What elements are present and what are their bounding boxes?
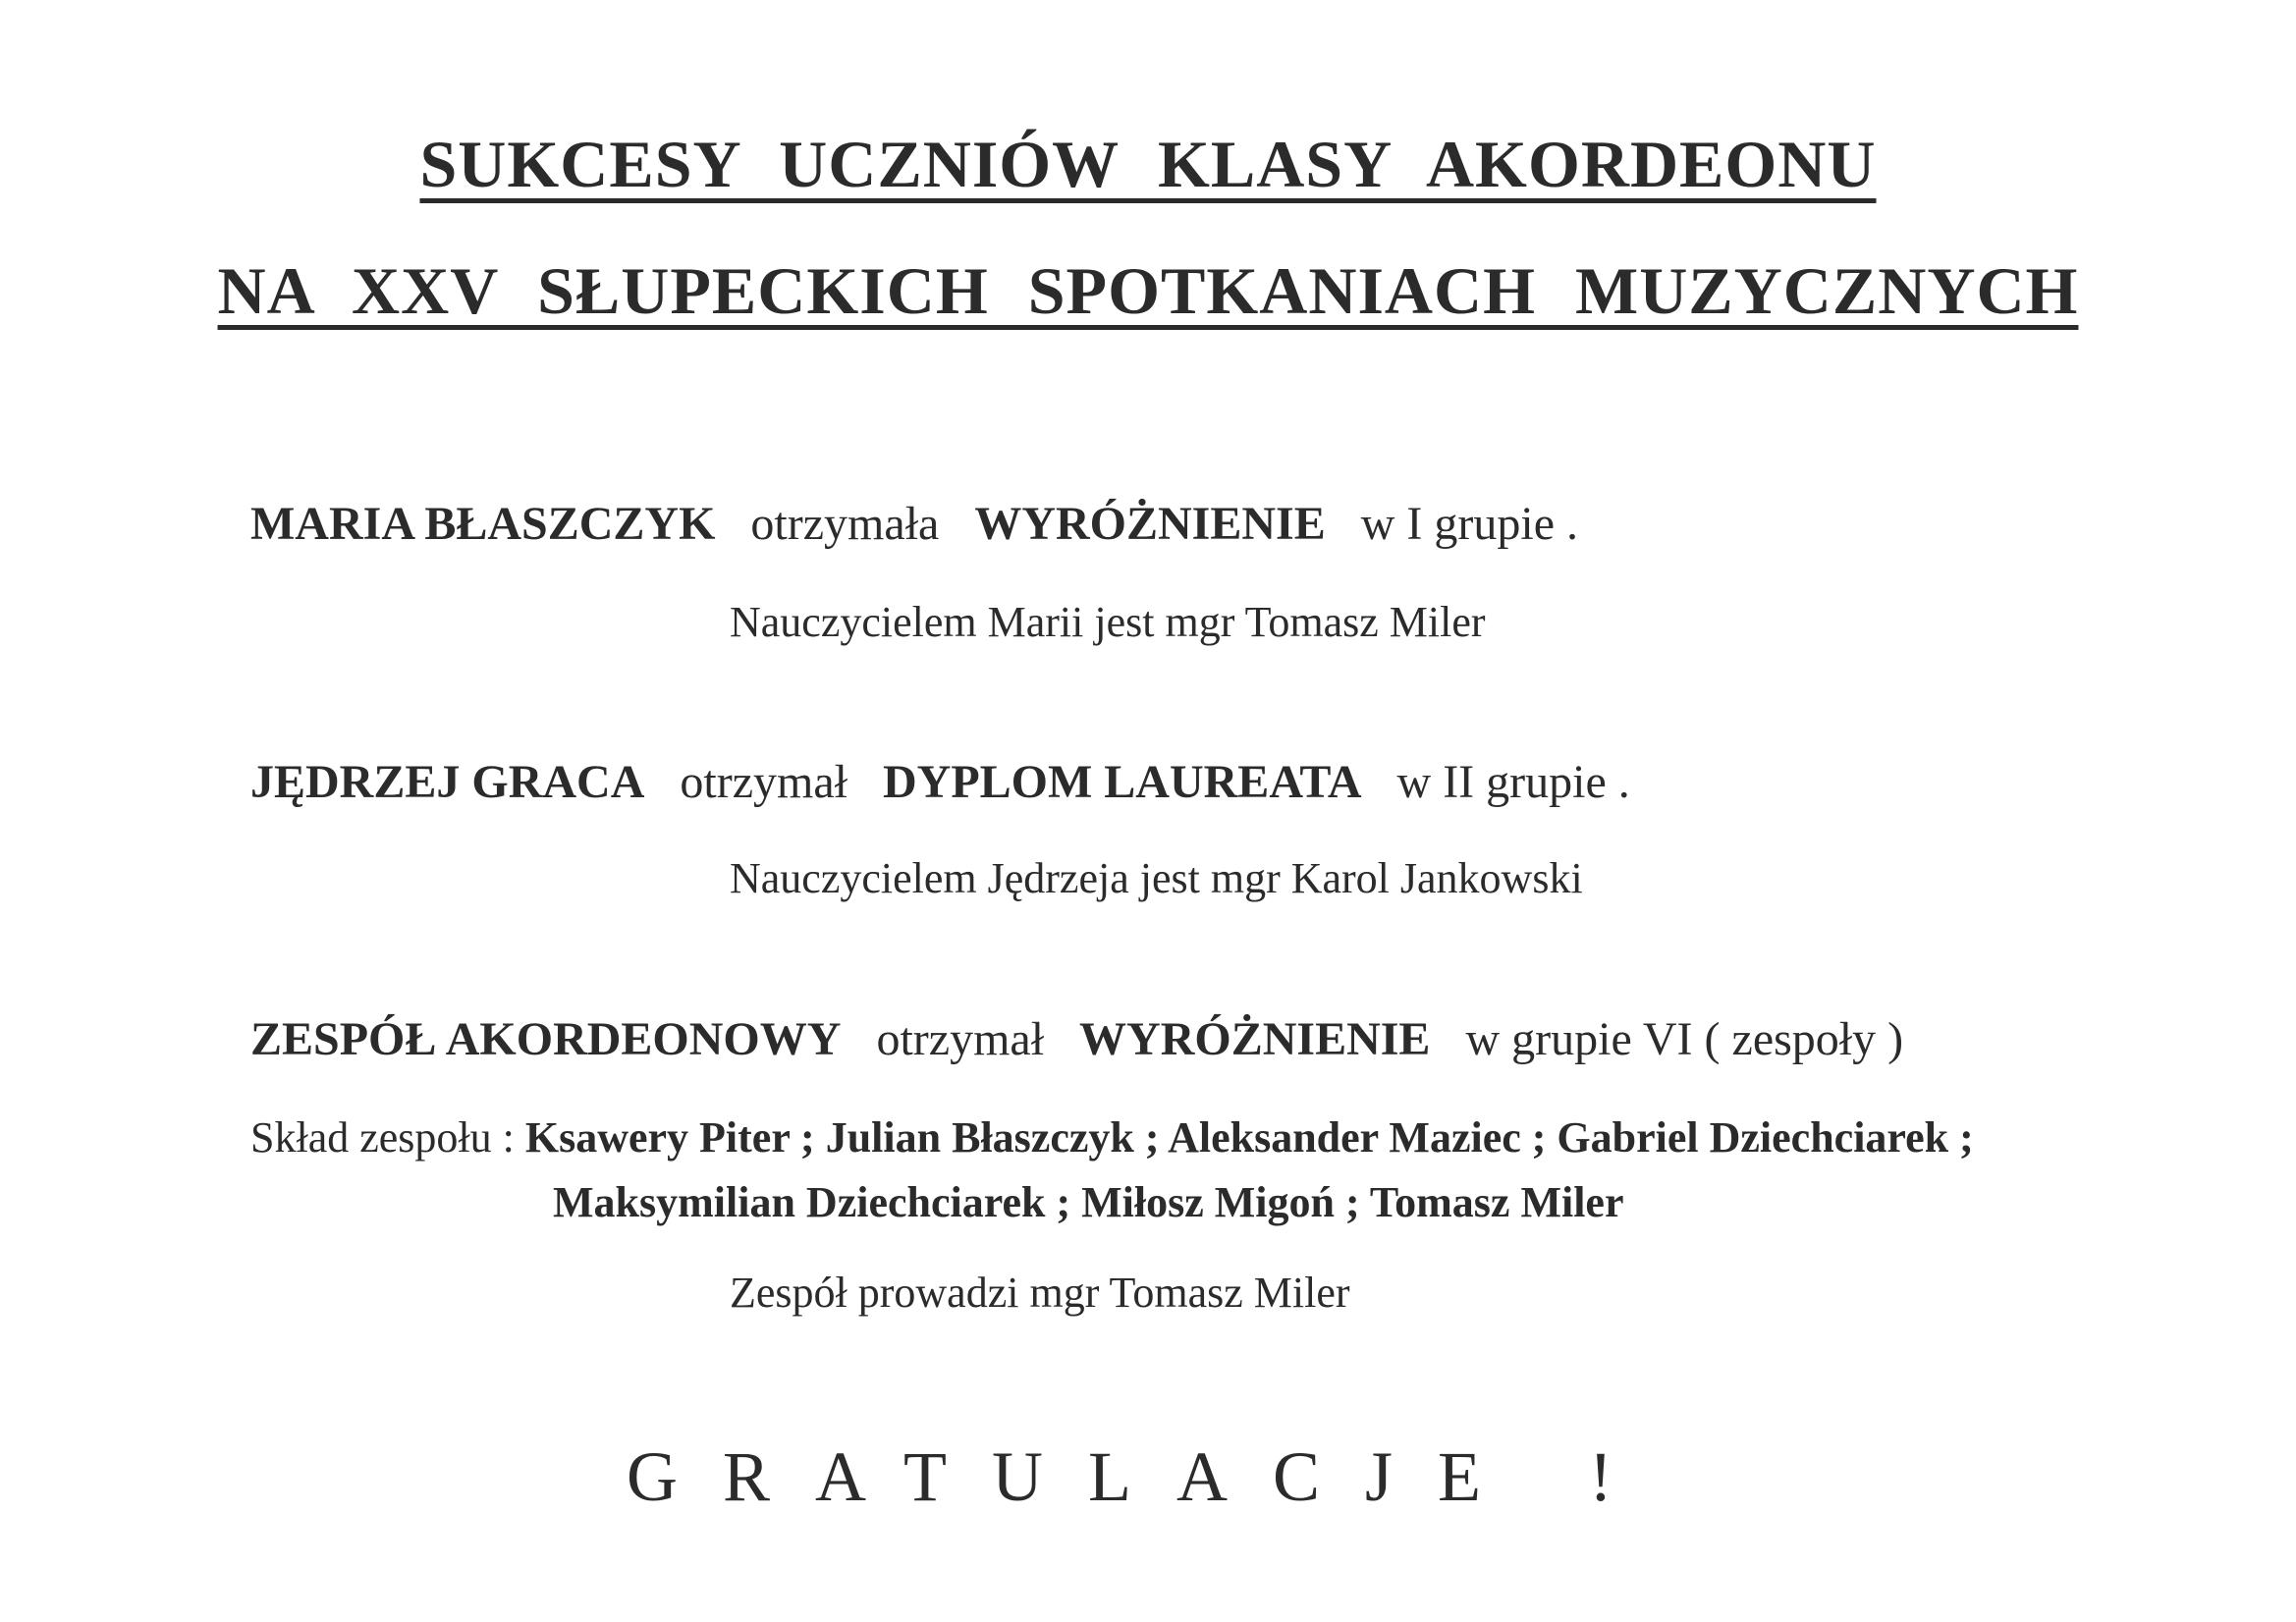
teacher-note: Nauczycielem Jędrzeja jest mgr Karol Jankowski (730, 854, 1583, 902)
recipient-name: MARIA BŁASZCZYK (250, 498, 716, 550)
recipient-name: JĘDRZEJ GRACA (250, 756, 645, 808)
award-entry (250, 498, 1579, 550)
ensemble-members-line-1 (250, 1113, 1974, 1162)
ensemble-members: Ksawery Piter ; Julian Błaszczyk ; Aleksander Maziec ; Gabriel Dziechciarek ; (524, 1113, 1974, 1162)
award-verb: otrzymał (876, 1013, 1045, 1065)
award-title: WYRÓŻNIENIE (1079, 1013, 1431, 1065)
ensemble-members-line-2 (553, 1178, 1624, 1226)
award-group: w II grupie . (1396, 756, 1630, 808)
award-verb: otrzymał (680, 756, 847, 808)
title-line-1: SUKCESY UCZNIÓW KLASY AKORDEONU (419, 127, 1877, 201)
award-entry (250, 756, 1630, 808)
award-title: DYPLOM LAUREATA (882, 756, 1362, 808)
teacher-note: Zespół prowadzi mgr Tomasz Miler (730, 1269, 1350, 1317)
award-entry (250, 1013, 1904, 1065)
recipient-name: ZESPÓŁ AKORDEONOWY (250, 1013, 842, 1065)
ensemble-label: Skład zespołu : (250, 1113, 515, 1162)
title-line-2: NA XXV SŁUPECKICH SPOTKANIACH MUZYCZNYCH (217, 253, 2079, 328)
teacher-note: Nauczycielem Marii jest mgr Tomasz Miler (730, 598, 1486, 646)
award-group: w I grupie . (1360, 498, 1579, 550)
award-group: w grupie VI ( zespoły ) (1465, 1013, 1904, 1065)
congratulations: GRATULACJE ! (627, 1437, 1658, 1516)
award-verb: otrzymała (750, 498, 940, 550)
award-title: WYRÓŻNIENIE (974, 498, 1326, 550)
ensemble-members: Maksymilian Dziechciarek ; Miłosz Migoń ; Tomasz Miler (553, 1178, 1624, 1226)
